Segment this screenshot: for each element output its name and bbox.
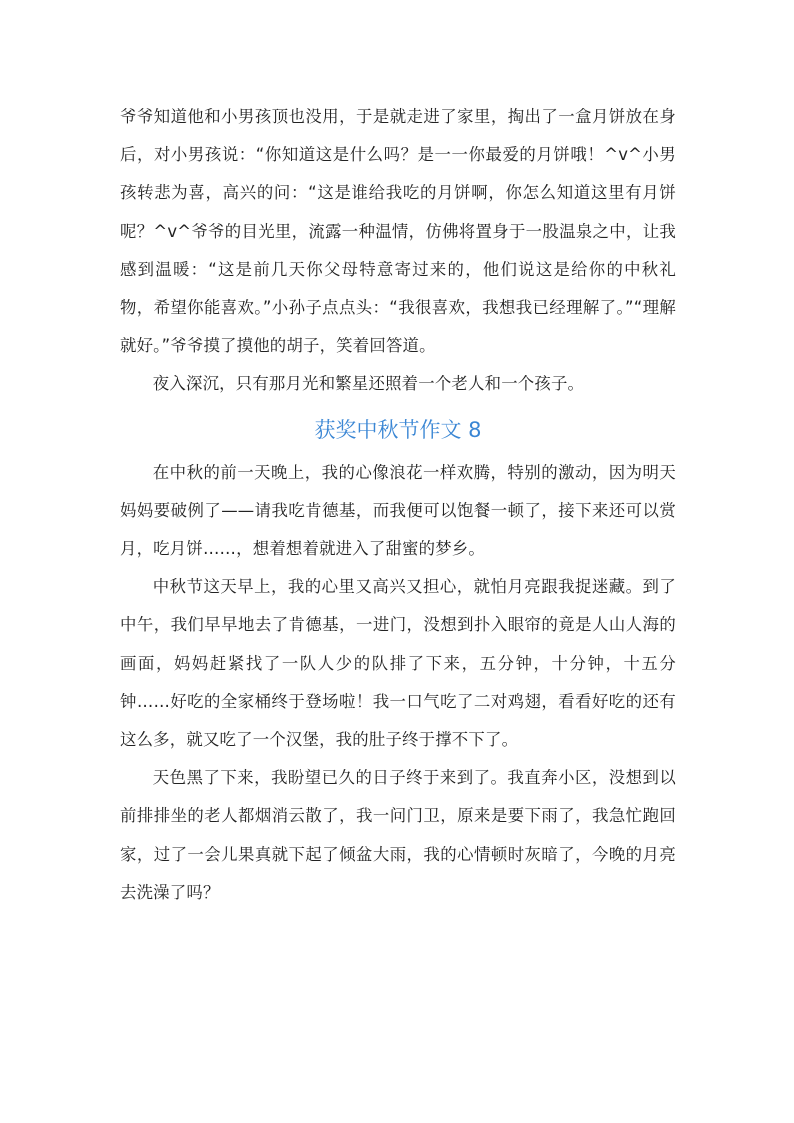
- story-paragraph: 夜入深沉，只有那月光和繁星还照着一个老人和一个孩子。: [152, 374, 585, 394]
- essay-paragraph: 天色黑了下来，我盼望已久的日子终于来到了。我直奔小区，没想到以前排排坐的老人都烟消云散了，我一问门卫，原来是要下雨了，我急忙跑回家，过了一会儿果真就下起了倾盆大雨，我的心情顿时灰暗了，今晚的月亮去洗澡了吗？: [120, 768, 676, 902]
- section-title: 获奖中秋节作文 8: [314, 417, 482, 442]
- document-page: [120, 98, 676, 912]
- essay-paragraph: 在中秋的前一天晚上，我的心像浪花一样欢腾，特别的激动，因为明天妈妈要破例了——请我吃肯德基，而我便可以饱餐一顿了，接下来还可以赏月，吃月饼……，想着想着就进入了甜蜜的梦乡。: [120, 462, 676, 559]
- story-paragraph: 爷爷知道他和小男孩顶也没用，于是就走进了家里，掏出了一盒月饼放在身后，对小男孩说：“你知道这是什么吗？是一一你最爱的月饼哦！^v^小男孩转悲为喜，高兴的问：“这是谁给我吃的月饼啊，你怎么知道这里有月饼呢？^v^爷爷的目光里，流露一种温情，仿佛将置身于一股温泉之中，让我感到温暖：“这是前几天你父母特意寄过来的，他们说这是给你的中秋礼物，希望你能喜欢。”小孙子点点头：“我很喜欢，我想我已经理解了。”“理解就好。”爷爷摸了摸他的胡子，笑着回答道。: [120, 107, 676, 356]
- essay-paragraph: 中秋节这天早上，我的心里又高兴又担心，就怕月亮跟我捉迷藏。到了中午，我们早早地去了肯德基，一进门，没想到扑入眼帘的竟是人山人海的画面，妈妈赶紧找了一队人少的队排了下来，五分钟，十分钟，十五分钟……好吃的全家桶终于登场啦！我一口气吃了二对鸡翅，看看好吃的还有这么多，就又吃了一个汉堡，我的肚子终于撑不下了。: [120, 577, 676, 750]
